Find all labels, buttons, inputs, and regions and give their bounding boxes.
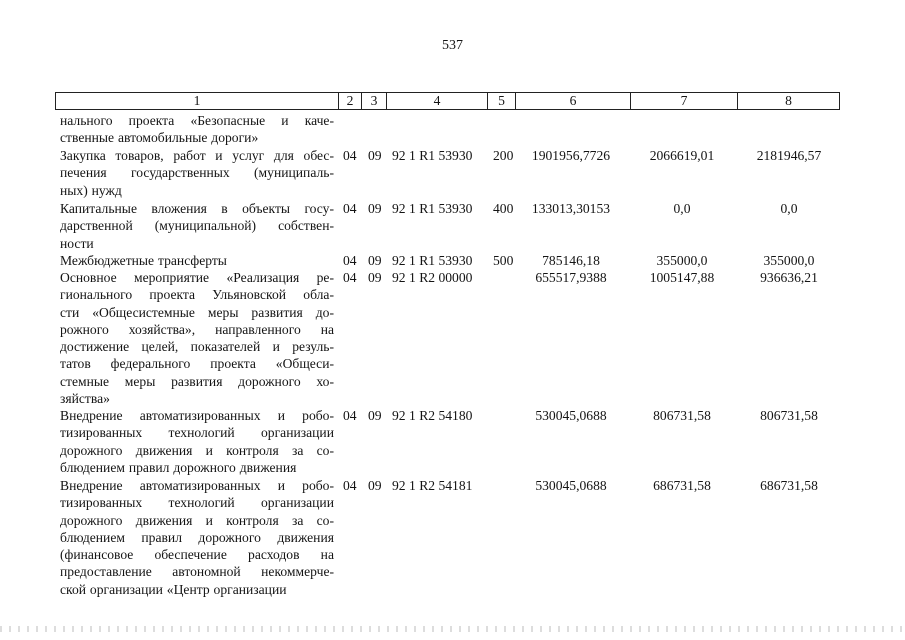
amount-col-7: 806731,58 — [653, 408, 711, 423]
expense-type-code: 400 — [493, 201, 514, 216]
amount-col-7: 686731,58 — [653, 478, 711, 493]
description-line: предоставление автономной некоммерче- — [60, 564, 334, 580]
section-code: 04 — [343, 478, 357, 493]
description-line: достижение целей, показателей и резуль- — [60, 339, 334, 355]
amount-col-6: 1901956,7726 — [531, 148, 611, 163]
description-line: зяйства» — [60, 391, 110, 407]
description-line: Закупка товаров, работ и услуг для обес- — [60, 148, 334, 163]
subsection-code: 09 — [368, 148, 382, 163]
description-line: Капитальные вложения в объекты госу- — [60, 201, 334, 216]
amount-col-6: 785146,18 — [542, 253, 600, 268]
expense-type-code: 200 — [493, 148, 514, 163]
amount-col-8: 0,0 — [780, 201, 798, 216]
row-description — [60, 269, 334, 407]
subsection-code: 09 — [368, 201, 382, 216]
subsection-code: 09 — [368, 408, 382, 423]
description-line: татов федерального проекта «Общеси- — [60, 356, 334, 372]
table-row — [0, 477, 905, 598]
header-col-4: 4 — [387, 93, 488, 109]
table-row — [0, 407, 905, 476]
amount-col-6: 133013,30153 — [531, 201, 611, 216]
description-line: тизированных технологий организации — [60, 495, 334, 511]
amount-col-8: 686731,58 — [760, 478, 818, 493]
header-col-3: 3 — [362, 93, 387, 109]
description-line: тизированных технологий организации — [60, 425, 334, 441]
description-line: ской организации «Центр организации — [60, 581, 287, 597]
amount-col-8: 936636,21 — [760, 270, 818, 285]
amount-col-6: 530045,0688 — [535, 408, 607, 423]
header-col-8: 8 — [785, 93, 792, 108]
row-description — [60, 147, 334, 199]
section-code: 04 — [343, 201, 357, 216]
description-line: блюдением правил дорожного движения — [60, 529, 334, 545]
description-line: гионального проекта Ульяновской обла- — [60, 287, 334, 303]
subsection-code: 09 — [368, 270, 382, 285]
amount-col-8: 806731,58 — [760, 408, 818, 423]
table-row — [0, 252, 905, 269]
description-line: Основное мероприятие «Реализация ре- — [60, 270, 334, 285]
header-col-1: 1 — [56, 93, 339, 109]
description-line: стемные меры развития дорожного хо- — [60, 373, 334, 389]
description-line: сти «Общесистемные меры развития до- — [60, 304, 334, 320]
subsection-code: 09 — [368, 478, 382, 493]
table-row — [0, 200, 905, 252]
target-article-code: 92 1 R1 53930 — [392, 201, 473, 216]
description-line: дорожного движения и контроля за со- — [60, 442, 334, 458]
target-article-code: 92 1 R2 54181 — [392, 478, 473, 493]
description-line: нального проекта «Безопасные и каче- — [60, 113, 334, 128]
table-row — [0, 112, 905, 147]
description-line: Внедрение автоматизированных и робо- — [60, 478, 334, 493]
amount-col-7: 2066619,01 — [649, 148, 715, 163]
amount-col-6: 655517,9388 — [535, 270, 607, 285]
section-code: 04 — [343, 408, 357, 423]
description-line: ных) нужд — [60, 182, 122, 198]
target-article-code: 92 1 R1 53930 — [392, 148, 473, 163]
row-description — [60, 252, 334, 269]
row-description — [60, 200, 334, 252]
description-line: дорожного движения и контроля за со- — [60, 512, 334, 528]
table-header — [55, 92, 840, 110]
description-line: ственные автомобильные дороги» — [60, 130, 259, 146]
target-article-code: 92 1 R1 53930 — [392, 253, 473, 268]
row-description — [60, 477, 334, 598]
row-description — [60, 407, 334, 476]
row-description — [60, 112, 334, 147]
subsection-code: 09 — [368, 253, 382, 268]
amount-col-8: 355000,0 — [763, 253, 815, 268]
scan-edge-noise — [0, 626, 905, 632]
description-line: блюдением правил дорожного движения — [60, 459, 297, 475]
section-code: 04 — [343, 148, 357, 163]
description-line: печения государственных (муниципаль- — [60, 165, 334, 181]
section-code: 04 — [343, 253, 357, 268]
amount-col-7: 1005147,88 — [649, 270, 715, 285]
header-col-5: 5 — [488, 93, 516, 109]
table-row — [0, 147, 905, 199]
target-article-code: 92 1 R2 54180 — [392, 408, 473, 423]
header-col-2: 2 — [339, 93, 362, 109]
page-number: 537 — [442, 38, 463, 53]
amount-col-6: 530045,0688 — [535, 478, 607, 493]
target-article-code: 92 1 R2 00000 — [392, 270, 473, 285]
description-line: дарственной (муниципальной) собствен- — [60, 218, 334, 234]
description-line: Внедрение автоматизированных и робо- — [60, 408, 334, 423]
amount-col-7: 355000,0 — [656, 253, 708, 268]
header-col-7: 7 — [631, 93, 738, 109]
description-line: Межбюджетные трансферты — [60, 253, 227, 268]
table-row — [0, 269, 905, 407]
amount-col-8: 2181946,57 — [756, 148, 822, 163]
header-col-6: 6 — [516, 93, 631, 109]
description-line: ности — [60, 235, 94, 251]
description-line: рожного хозяйства», направленного на — [60, 321, 334, 337]
section-code: 04 — [343, 270, 357, 285]
expense-type-code: 500 — [493, 253, 514, 268]
amount-col-7: 0,0 — [673, 201, 691, 216]
description-line: (финансовое обеспечение расходов на — [60, 547, 334, 563]
